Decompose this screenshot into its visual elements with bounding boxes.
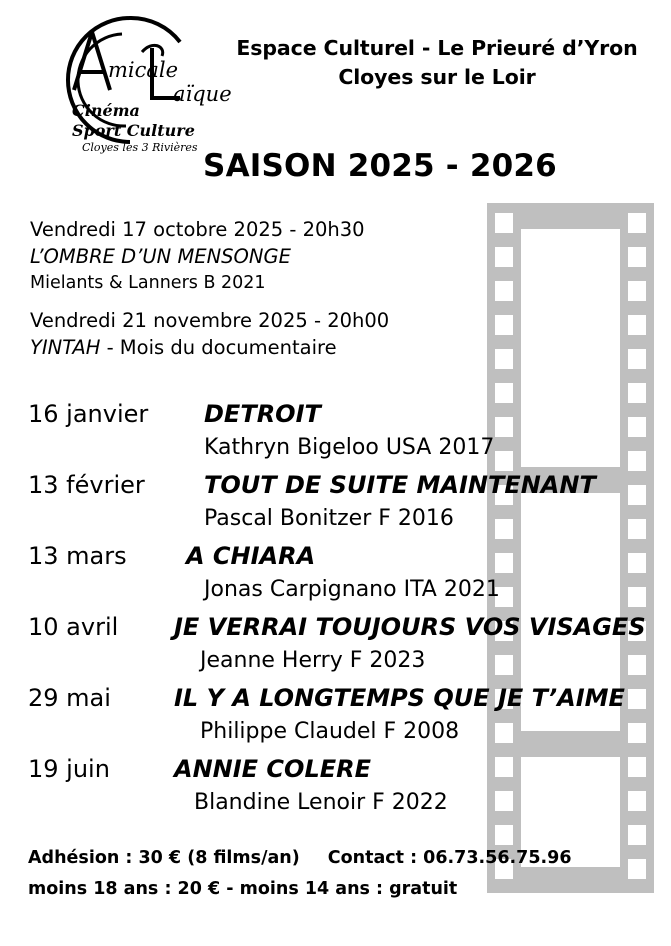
schedule-row (28, 684, 648, 755)
venue-line-1: Espace Culturel - Le Prieuré d’Yron (236, 36, 638, 60)
screening-title: JE VERRAI TOUJOURS VOS VISAGES (174, 613, 646, 641)
early-events-list (30, 216, 500, 372)
screening-title: DETROIT (204, 400, 321, 428)
screening-credit: Pascal Bonitzer F 2016 (204, 506, 454, 531)
logo-line-cinema: Cinéma (72, 101, 140, 120)
season-title: SAISON 2025 - 2026 (203, 148, 557, 184)
logo-line-sport-culture: Sport Culture (72, 121, 195, 140)
logo-line-place: Cloyes les 3 Rivières (82, 141, 198, 154)
screening-credit: Philippe Claudel F 2008 (200, 719, 460, 744)
screening-title: A CHIARA (186, 542, 316, 570)
contact-info: Contact : 06.73.56.75.96 (327, 848, 572, 868)
schedule-row (28, 613, 648, 684)
schedule-row (28, 755, 648, 826)
screening-credit: Jonas Carpignano ITA 2021 (204, 577, 500, 602)
association-logo (30, 12, 232, 154)
screening-date: 29 mai (28, 684, 111, 712)
logo-word-laique: aïque (173, 82, 232, 106)
screening-credit: Blandine Lenoir F 2022 (194, 790, 448, 815)
logo-word-amicale: micale (108, 58, 179, 82)
screening-date: 13 février (28, 471, 145, 499)
footer-info (28, 843, 648, 905)
membership-price: Adhésion : 30 € (8 films/an) (28, 848, 300, 868)
screening-date: 19 juin (28, 755, 110, 783)
event-title-suffix: - Mois du documentaire (100, 336, 337, 359)
event-date: Vendredi 17 octobre 2025 - 20h30 (30, 218, 365, 241)
venue-header (212, 34, 662, 92)
early-event-item (30, 307, 500, 361)
footer-line-2: moins 18 ans : 20 € - moins 14 ans : gratuit (28, 879, 458, 899)
screening-date: 13 mars (28, 542, 127, 570)
event-title: YINTAH (30, 336, 101, 359)
footer-line-1 (28, 843, 648, 874)
event-title-row (30, 334, 500, 361)
screening-title: TOUT DE SUITE MAINTENANT (204, 471, 596, 499)
screening-credit: Kathryn Bigeloo USA 2017 (204, 435, 495, 460)
event-title: L’OMBRE D’UN MENSONGE (30, 245, 291, 268)
screening-title: IL Y A LONGTEMPS QUE JE T’AIME (174, 684, 625, 712)
event-date: Vendredi 21 novembre 2025 - 20h00 (30, 309, 390, 332)
screening-title: ANNIE COLERE (174, 755, 372, 783)
schedule-row (28, 471, 648, 542)
season-schedule (28, 400, 648, 826)
screening-date: 10 avril (28, 613, 119, 641)
schedule-row (28, 400, 648, 471)
venue-line-2: Cloyes sur le Loir (338, 65, 536, 89)
schedule-row (28, 542, 648, 613)
screening-date: 16 janvier (28, 400, 149, 428)
event-credit: Mielants & Lanners B 2021 (30, 273, 266, 293)
screening-credit: Jeanne Herry F 2023 (200, 648, 426, 673)
early-event-item (30, 216, 500, 296)
